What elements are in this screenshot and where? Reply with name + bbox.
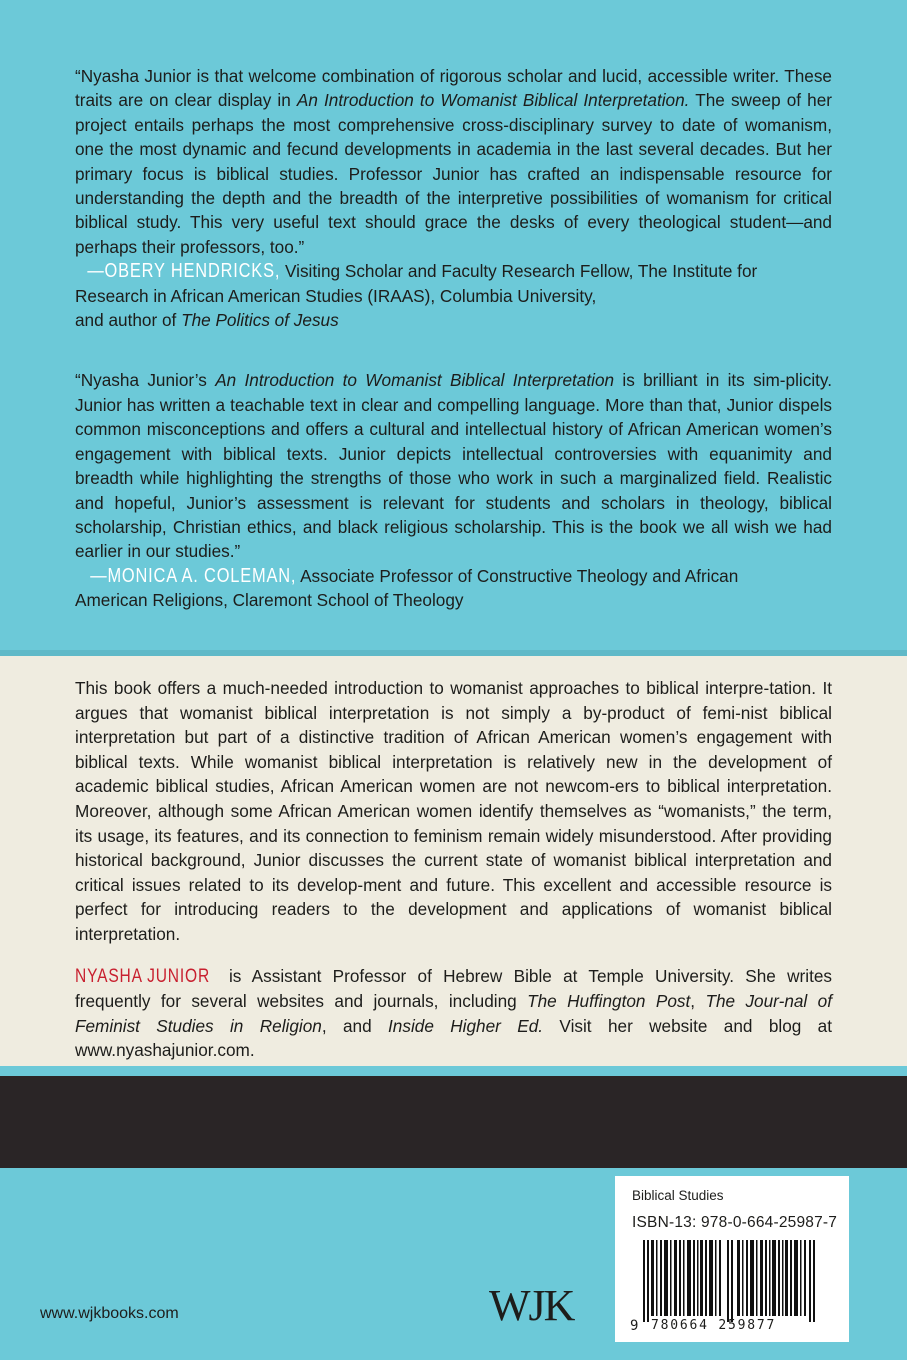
barcode-label bbox=[615, 1176, 849, 1342]
publisher-website[interactable]: www.wjkbooks.com bbox=[40, 1305, 179, 1322]
dark-band bbox=[0, 1076, 907, 1168]
book-description bbox=[75, 676, 832, 1063]
endorsement-text: “Nyasha Junior’s An Introduction to Womanist Biblical Interpretation is brilliant in its sim-plicity. Junior has written a teachable text in clear and compelling language. More than that, Junior dispels common misconceptions and offers a cultural and intellectual history of African American women’s engagement with biblical texts. Junior depicts intellectual controversies with equanimity and breadth while highlighting the strengths of those who work in such a marginalized field. Realistic and hopeful, Junior’s assessment is relevant for students and scholars in theology, biblical scholarship, Christian ethics, and black religious scholarship. This is the book we all wish we had earlier in our studies.” bbox=[75, 370, 833, 562]
book-title: An Introduction to Womanist Biblical Interpretation. bbox=[296, 90, 690, 111]
author-name: NYASHA JUNIOR bbox=[75, 965, 211, 987]
endorsements bbox=[75, 64, 832, 613]
endorsement-coleman bbox=[75, 368, 832, 612]
author-bio: NYASHA JUNIOR is Assistant Professor of Hebrew Bible at Temple University. She writes frequently for several websites and journals, including The Huffington Post, The Jour-nal of Feminist Studies in Religion, and Inside Higher Ed. Visit her website and blog at www.nyashajunior.com. bbox=[75, 965, 833, 1061]
barcode-first-digit: 9 bbox=[630, 1318, 639, 1334]
endorsement-attribution: —MONICA A. COLEMAN, Associate Professor of Constructive Theology and African American Religions, Claremont School of Theology bbox=[75, 564, 739, 611]
category: Biblical Studies bbox=[632, 1188, 724, 1203]
barcode-digits: 780664 259877 bbox=[651, 1318, 777, 1333]
thin-band bbox=[0, 1066, 907, 1076]
book-title: An Introduction to Womanist Biblical Interpretation bbox=[215, 370, 615, 391]
isbn: ISBN-13: 978-0-664-25987-7 bbox=[632, 1214, 838, 1231]
endorsement-text: “Nyasha Junior is that welcome combination of rigorous scholar and lucid, accessible writer. These traits are on clear display in An Introduction to Womanist Biblical Interpretation. The sweep of her project entails perhaps the most comprehensive cross-disciplinary survey to date of womanism, one the most dynamic and fecund developments in academia in the last several decades. But her primary focus is biblical studies. Professor Junior has crafted an indispensable resource for understanding the depth and the breadth of the interpretive possibilities of womanism for critical biblical study. This very useful text should grace the desks of every theological student—and perhaps their professors, too.” bbox=[75, 66, 832, 257]
publisher-logo: WJK bbox=[489, 1281, 574, 1330]
endorser-name: —OBERY HENDRICKS, bbox=[87, 260, 281, 283]
description-text: This book offers a much-needed introduction to womanist approaches to biblical interpre-tation. It argues that womanist biblical interpretation is not simply a by-product of femi-nist biblical interpretation but part of a distinctive tradition of African American women’s engagement with biblical texts. While womanist biblical interpretation is relatively new in the development of academic biblical studies, African American women are not newcom-ers to biblical interpretation. Moreover, although some African American women identify themselves as “womanists,” the term, its usage, its features, and its connection to feminism remain widely misunderstood. After providing historical background, Junior discusses the current state of womanist biblical interpretation and critical issues related to its develop-ment and future. This excellent and accessible resource is perfect for introducing readers to the development and applications of womanist biblical interpretation. bbox=[75, 678, 832, 944]
barcode-icon bbox=[643, 1240, 823, 1322]
endorsement-attribution: —OBERY HENDRICKS, Visiting Scholar and Faculty Research Fellow, The Institute for Research in African American Studies (IRAAS), Columbia University, and author of The Politics of Jesus bbox=[75, 260, 758, 331]
endorsement-hendricks bbox=[75, 64, 832, 332]
endorser-name: —MONICA A. COLEMAN, bbox=[90, 564, 297, 587]
